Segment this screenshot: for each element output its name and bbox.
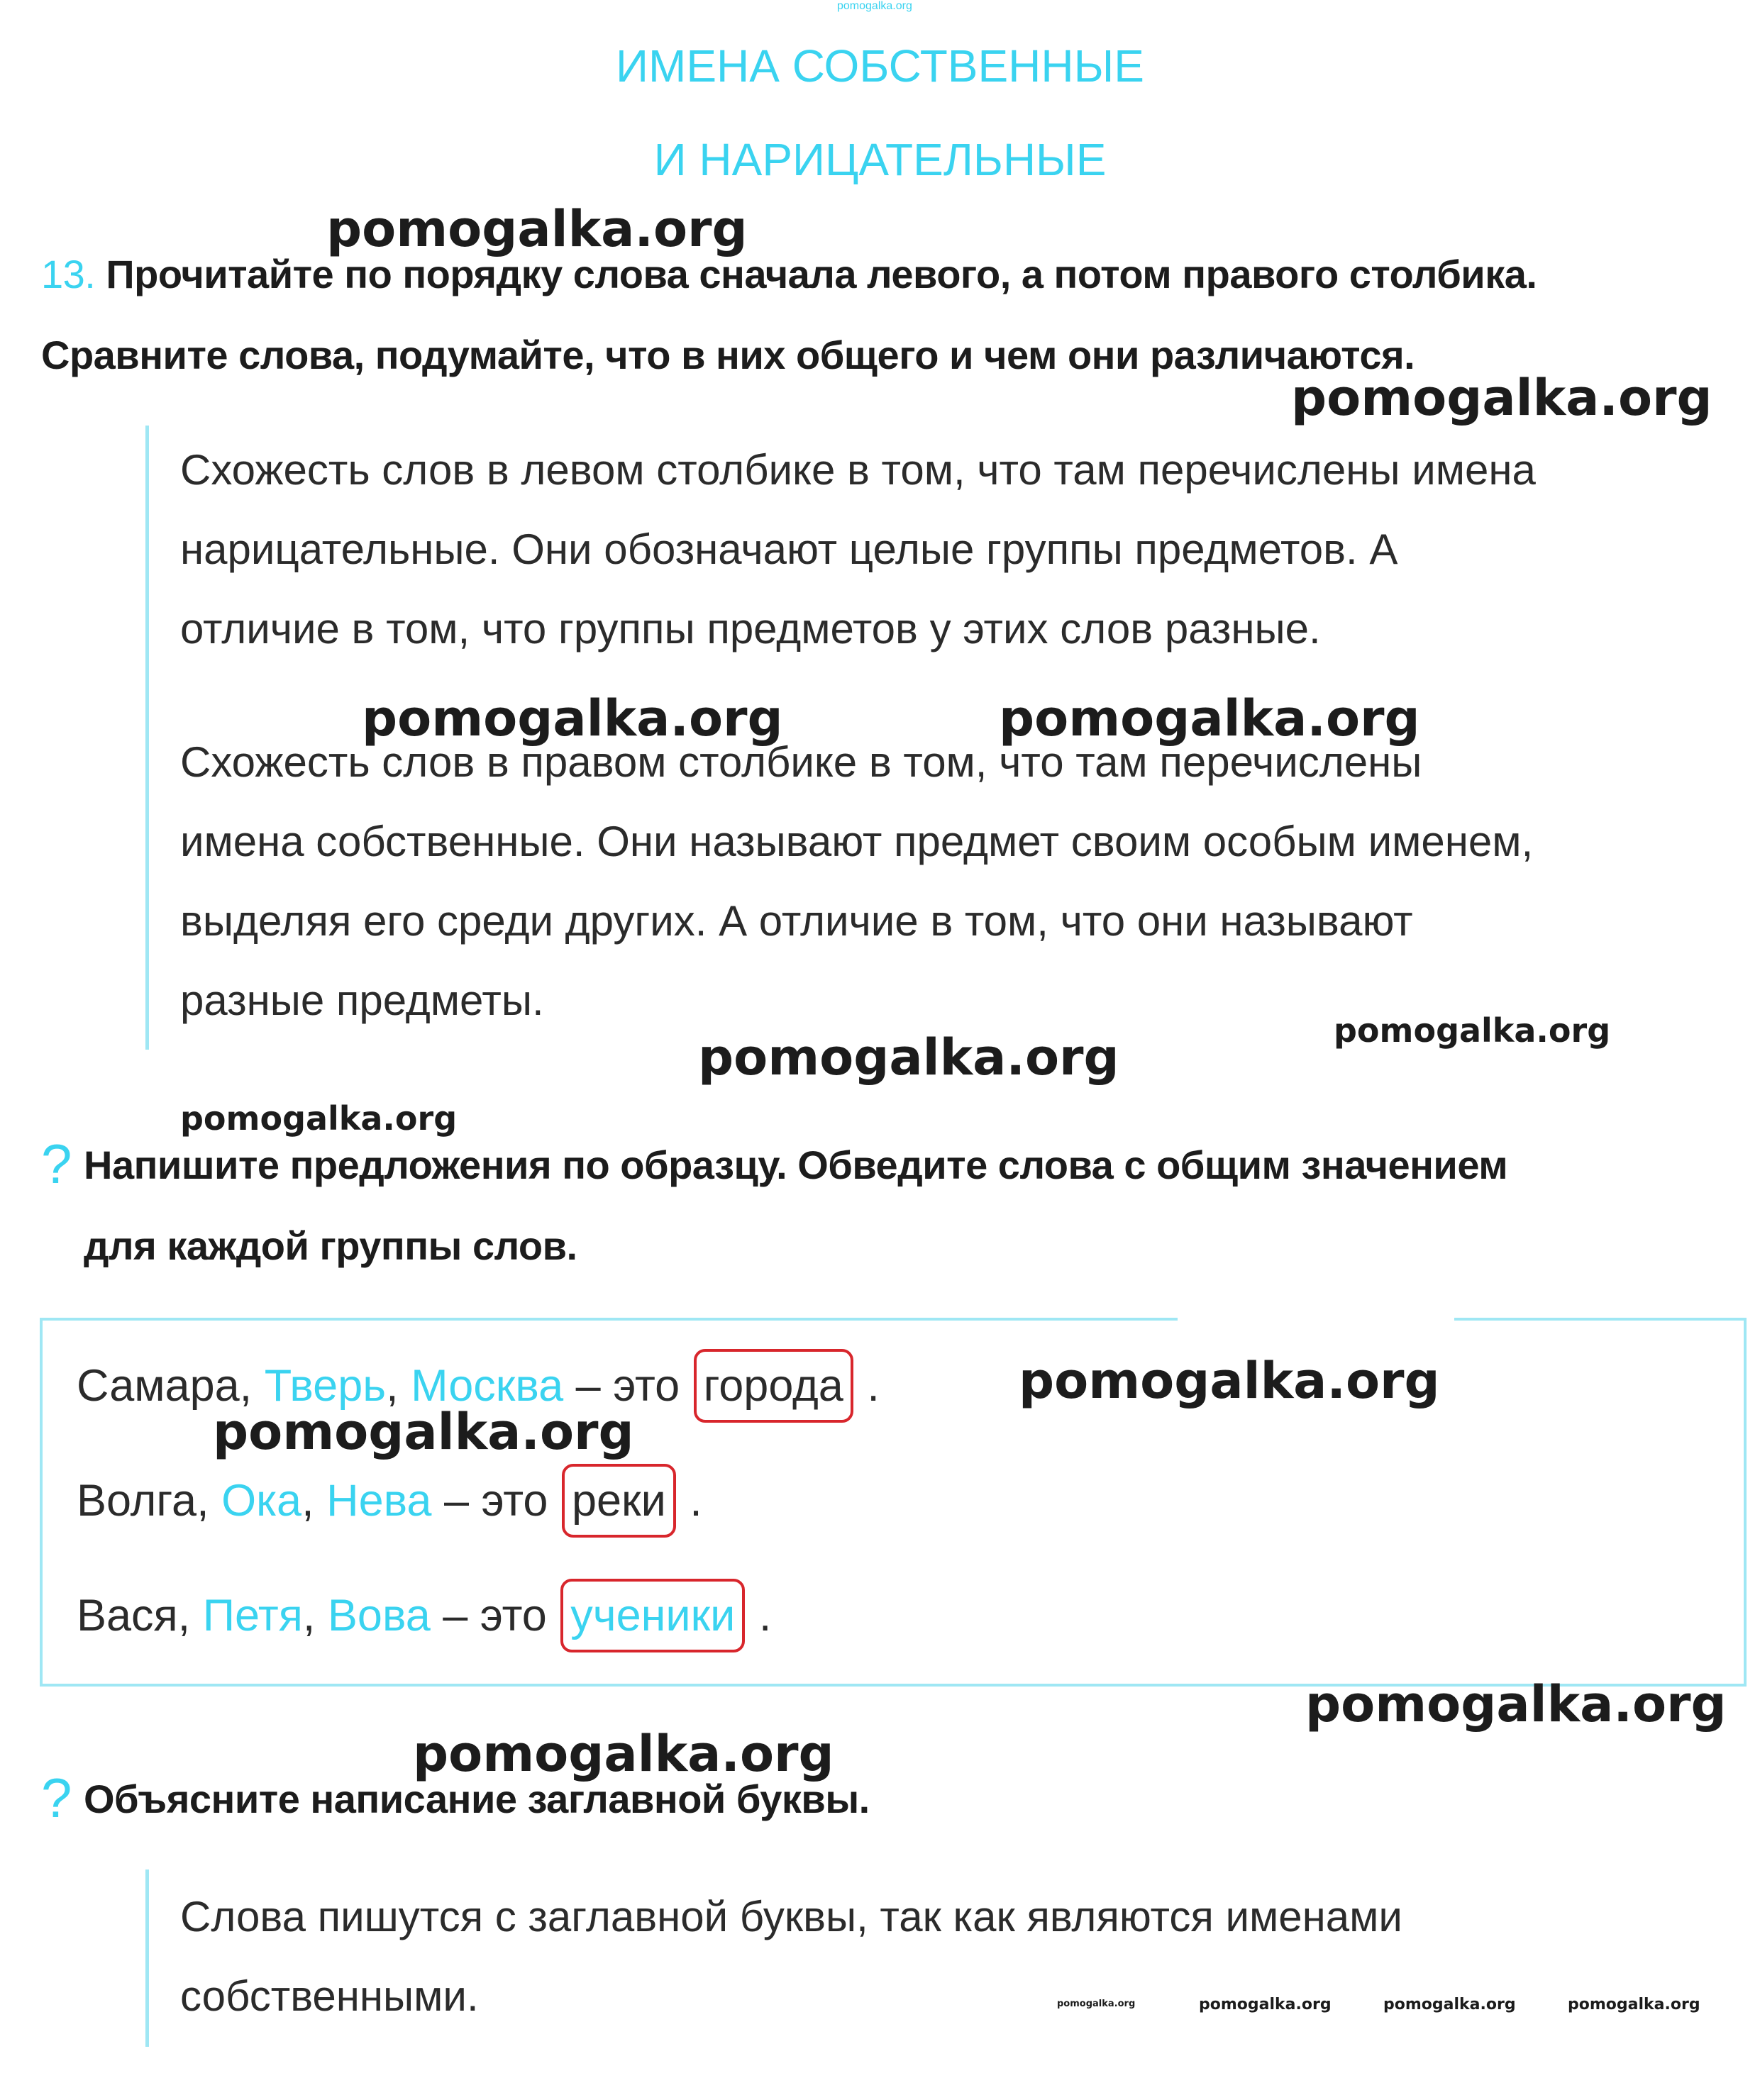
separator: ,: [386, 1361, 411, 1411]
watermark: pomogalka.org: [1383, 1996, 1516, 2013]
dash-text: – это: [430, 1591, 560, 1640]
proper-noun: Вова: [327, 1591, 431, 1640]
watermark: pomogalka.org: [180, 1099, 458, 1138]
answer3-l1: Слова пишутся с заглавной буквы, так как являются именами: [180, 1893, 1402, 1940]
watermark: pomogalka.org: [213, 1403, 634, 1461]
sentence-word: Самара,: [77, 1361, 265, 1411]
watermark: pomogalka.org: [1291, 369, 1712, 427]
top-watermark: pomogalka.org: [837, 0, 912, 12]
period: .: [758, 1591, 772, 1640]
proper-noun: Нева: [326, 1476, 432, 1526]
watermark: pomogalka.org: [999, 689, 1420, 748]
answer3-l2: собственными.: [180, 1972, 479, 2020]
general-word-circled: ученики: [560, 1579, 745, 1652]
answer1-p2-l2: имена собственные. Они называют предмет своим особым именем,: [180, 818, 1534, 865]
question3-text: Объясните написание заглавной буквы.: [84, 1777, 870, 1821]
box-gap: [1178, 1313, 1454, 1323]
dash-text: – это: [431, 1476, 560, 1526]
separator: ,: [301, 1476, 327, 1526]
question2-line2: для каждой группы слов.: [84, 1223, 577, 1268]
proper-noun: Москва: [411, 1361, 564, 1411]
exercise-number: 13.: [41, 252, 96, 296]
answer1-p2-l1: Схожесть слов в правом столбике в том, что там перечислены: [180, 738, 1422, 786]
page-title-line1: ИМЕНА СОБСТВЕННЫЕ: [616, 40, 1144, 91]
exercise-heading-line1: [41, 251, 1537, 297]
question-mark-icon: ?: [41, 1767, 72, 1829]
sentence-row: [77, 1464, 702, 1538]
period: .: [690, 1476, 702, 1526]
page-title-line2: И НАРИЦАТЕЛЬНЫЕ: [653, 134, 1107, 185]
watermark: pomogalka.org: [1057, 1999, 1136, 2009]
general-word-circled: города: [694, 1349, 853, 1423]
watermark: pomogalka.org: [1019, 1352, 1440, 1410]
watermark: pomogalka.org: [1334, 1011, 1611, 1050]
answer1-p2-l4: разные предметы.: [180, 977, 544, 1024]
proper-noun: Петя: [202, 1591, 303, 1640]
dash-text: – это: [563, 1361, 692, 1411]
answer-rule: [145, 426, 149, 1050]
exercise-text-line1: Прочитайте по порядку слова сначала левого, а потом правого столбика.: [106, 252, 1537, 296]
proper-noun: Ока: [221, 1476, 302, 1526]
answer1-p1-l3: отличие в том, что группы предметов у этих слов разные.: [180, 605, 1321, 652]
sentence-word: Вася,: [77, 1591, 203, 1640]
sentence-row: [77, 1579, 771, 1652]
proper-noun: Тверь: [264, 1361, 387, 1411]
sentence-word: Волга,: [77, 1476, 222, 1526]
answer1-p2-l3: выделяя его среди других. А отличие в том, что они называют: [180, 897, 1413, 945]
question2-line1: Напишите предложения по образцу. Обведите слова с общим значением: [84, 1143, 1508, 1187]
watermark: pomogalka.org: [1305, 1675, 1727, 1733]
answer-rule: [145, 1870, 149, 2047]
answer1-p1-l2: нарицательные. Они обозначают целые группы предметов. А: [180, 526, 1398, 573]
separator: ,: [302, 1591, 328, 1640]
general-word-circled: реки: [562, 1464, 676, 1538]
watermark: pomogalka.org: [413, 1725, 834, 1783]
answer1-p1-l1: Схожесть слов в левом столбике в том, что там перечислены имена: [180, 446, 1536, 494]
period: .: [867, 1361, 880, 1411]
watermark: pomogalka.org: [362, 689, 783, 748]
watermark: pomogalka.org: [1568, 1996, 1700, 2013]
watermark: pomogalka.org: [1199, 1996, 1332, 2013]
watermark: pomogalka.org: [326, 200, 748, 258]
question-mark-icon: ?: [41, 1133, 72, 1195]
watermark: pomogalka.org: [698, 1028, 1119, 1087]
exercise-heading-line2: Сравните слова, подумайте, что в них общего и чем они различаются.: [41, 333, 1415, 377]
